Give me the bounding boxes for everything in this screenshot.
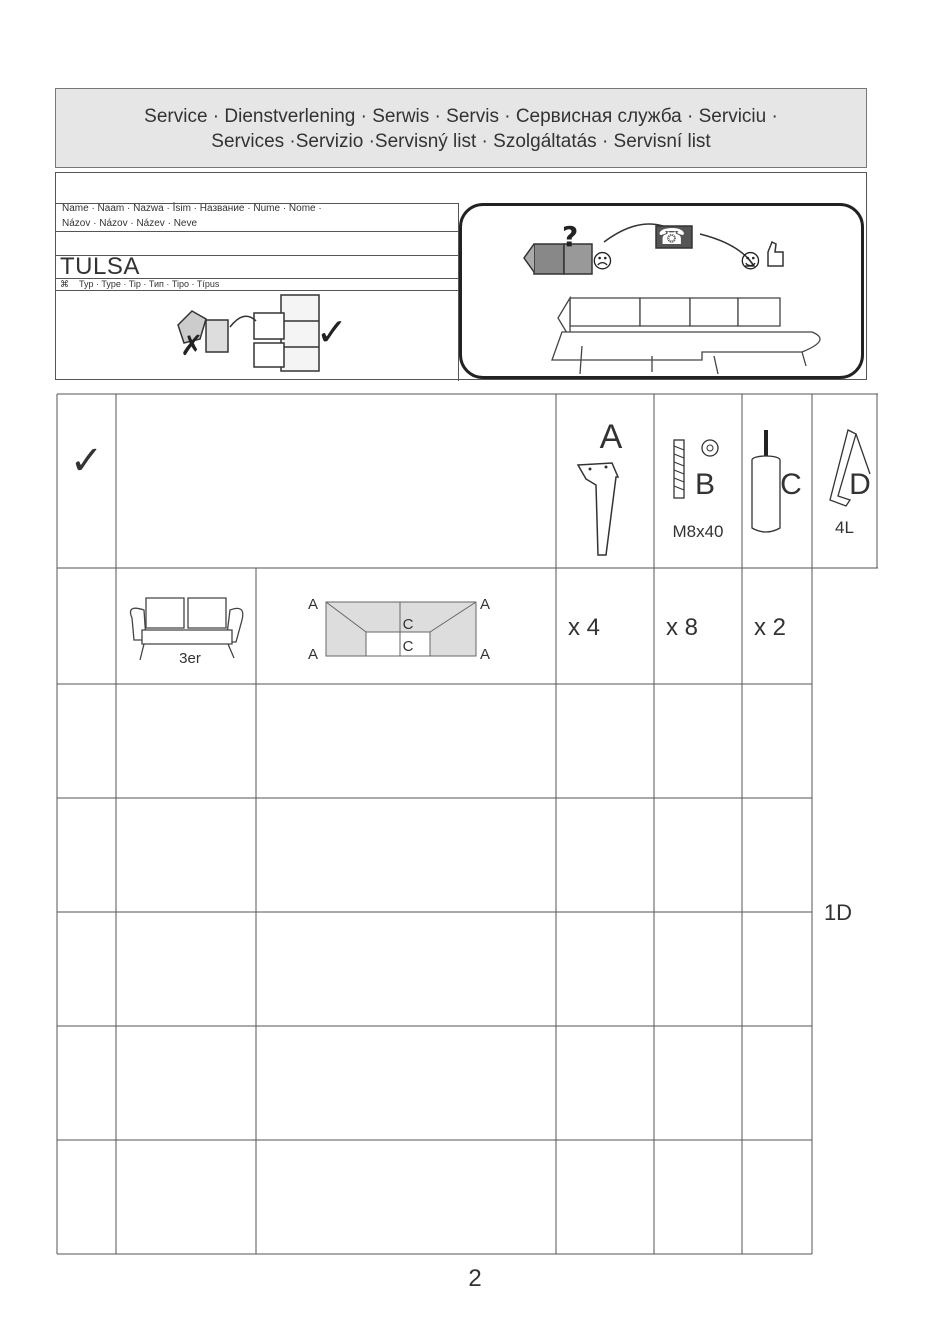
part-d-spec: 4L (835, 518, 854, 537)
product-3er-label: 3er (179, 650, 201, 667)
part-b-label: B (694, 468, 715, 501)
type-label: ⌘ Typ · Type · Tip · Тип · Tipo · Típus (60, 279, 220, 289)
page-number: 2 (468, 1265, 482, 1292)
qty-part-b: x 8 (665, 614, 698, 641)
leg-a-icon (570, 455, 640, 565)
part-c-label: C (780, 468, 802, 501)
diagram-label-c-top: C (402, 616, 414, 633)
sad-face-icon: ☹ (592, 249, 613, 273)
diagram-label-a-tr: A (479, 596, 490, 613)
qty-part-d: 1D (823, 900, 853, 925)
qty-part-c: x 2 (753, 614, 786, 641)
name-label-line2: Názov · Názov · Název · Neve (62, 218, 198, 229)
question-icon: ? (562, 220, 579, 253)
telephone-icon: ☎ (658, 225, 686, 250)
diagram-label-a-bl: A (307, 646, 318, 663)
qty-part-a: x 4 (567, 614, 600, 641)
check-icon: ✓ (316, 310, 348, 354)
name-label-line1: Name · Naam · Nazwa · İsim · Название · Nume · Nome · (62, 203, 322, 214)
part-a-label: A (599, 418, 623, 456)
diagram-label-c-bot: C (402, 638, 414, 655)
header-line-1: Service · Dienstverlening · Serwis · Servis · Сервисная служба · Serviciu · (144, 106, 778, 127)
part-b-spec: M8x40 (672, 522, 724, 541)
happy-face-icon: ☺ (740, 249, 761, 273)
diagram-label-a-br: A (479, 646, 490, 663)
part-d-label: D (849, 468, 871, 501)
product-name: TULSA (60, 253, 140, 280)
cross-icon: ✗ (180, 329, 204, 362)
tag-icon: ⌘ (60, 279, 69, 289)
header-line-2: Services ·Servizio ·Servisný list · Szolgáltatás · Servisní list (211, 131, 711, 152)
diagram-label-a-tl: A (307, 596, 318, 613)
checkmark-header: ✓ (69, 439, 104, 483)
